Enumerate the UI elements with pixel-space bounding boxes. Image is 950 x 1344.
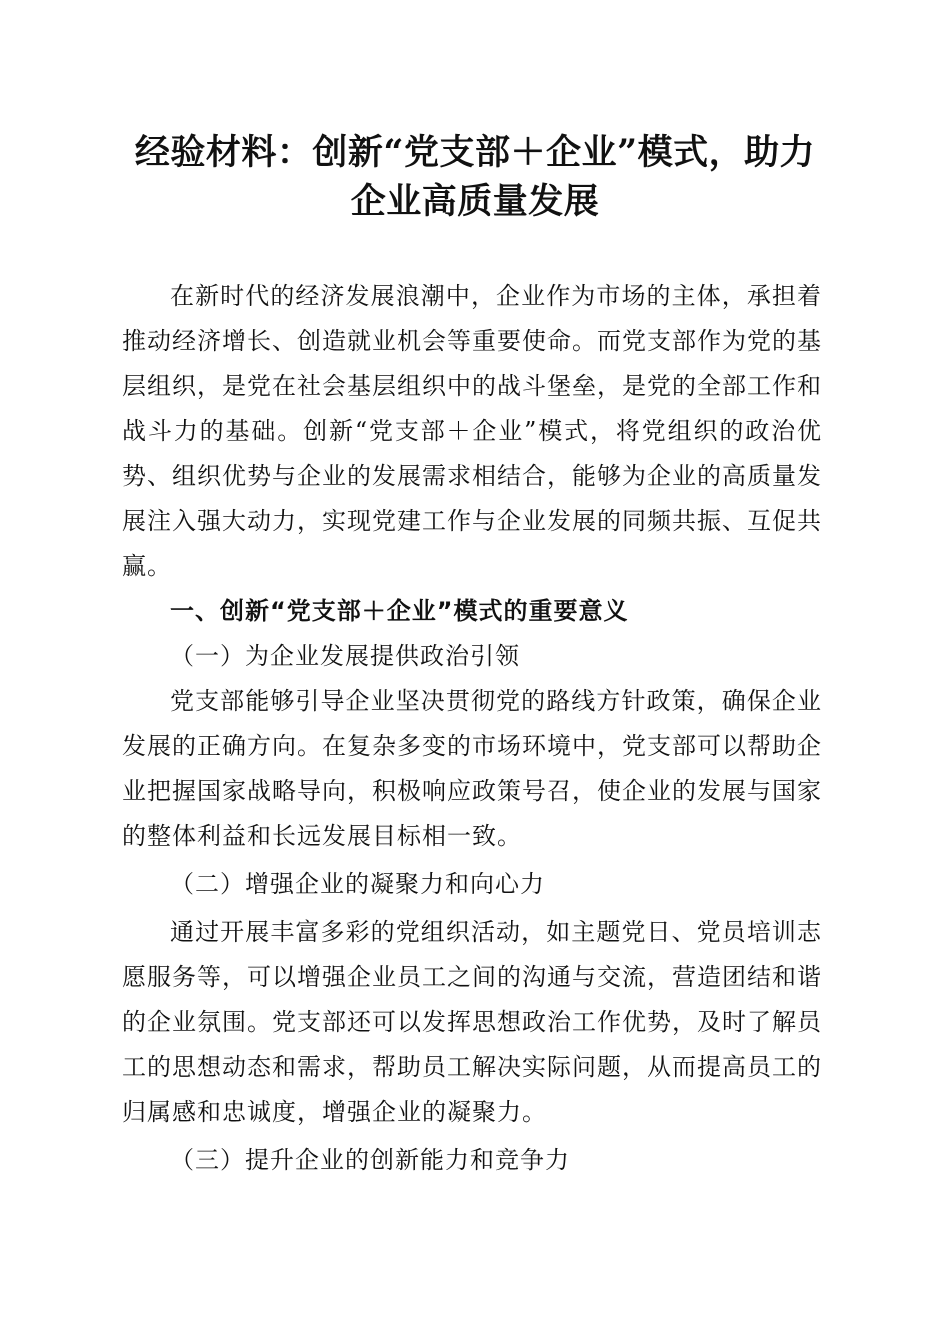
title-line-2: 企业高质量发展 <box>350 181 600 222</box>
subsection-1-paragraph: 党支部能够引导企业坚决贯彻党的路线方针政策，确保企业发展的正确方向。在复杂多变的市场环境中，党支部可以帮助企业把握国家战略导向，积极响应政策号召，使企业的发展与国家的整体利益和长远发展目标相一致。 <box>122 687 822 850</box>
document-body <box>122 274 822 1183</box>
subsection-2-heading: （二）增强企业的凝聚力和向心力 <box>170 870 545 898</box>
subsection-3-heading: （三）提升企业的创新能力和竞争力 <box>170 1146 570 1174</box>
intro-paragraph: 在新时代的经济发展浪潮中，企业作为市场的主体，承担着推动经济增长、创造就业机会等重要使命。而党支部作为党的基层组织，是党在社会基层组织中的战斗堡垒，是党的全部工作和战斗力的基础。创新“党支部＋企业”模式，将党组织的政治优势、组织优势与企业的发展需求相结合，能够为企业的高质量发展注入强大动力，实现党建工作与企业发展的同频共振、互促共赢。 <box>122 282 822 580</box>
title-line-1: 经验材料：创新“党支部＋企业”模式，助力 <box>134 132 816 173</box>
subsection-2-paragraph: 通过开展丰富多彩的党组织活动，如主题党日、党员培训志愿服务等，可以增强企业员工之间的沟通与交流，营造团结和谐的企业氛围。党支部还可以发挥思想政治工作优势，及时了解员工的思想动态和需求，帮助员工解决实际问题，从而提高员工的归属感和忠诚度，增强企业的凝聚力。 <box>122 918 822 1126</box>
section-1-heading: 一、创新“党支部＋企业”模式的重要意义 <box>170 597 629 625</box>
subsection-1-heading: （一）为企业发展提供政治引领 <box>170 642 520 670</box>
document-title <box>110 128 840 226</box>
